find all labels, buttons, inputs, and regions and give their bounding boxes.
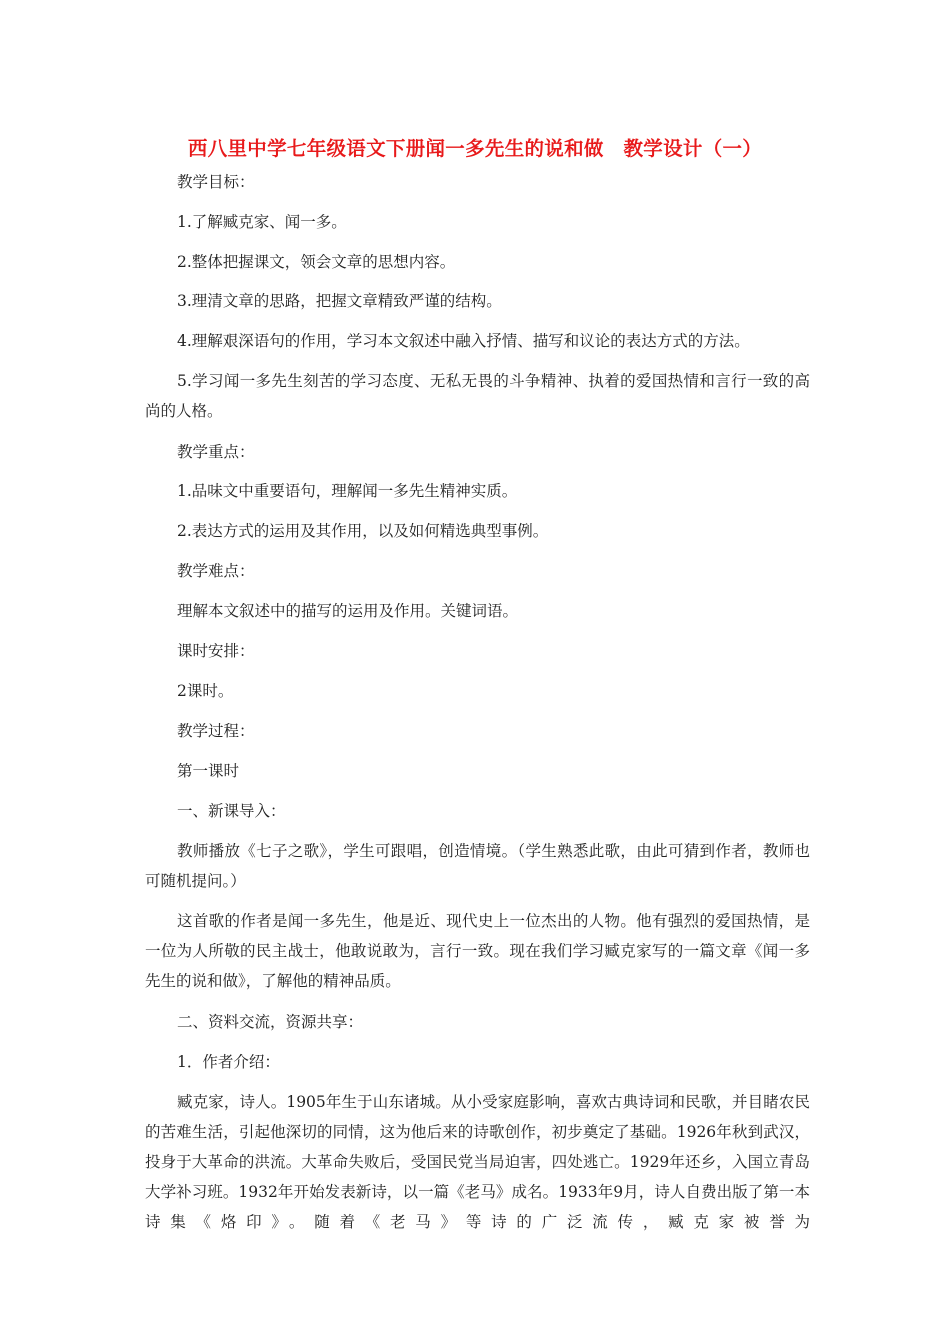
paragraph-difficulties: 理解本文叙述中的描写的运用及作用。关键词语。 [177, 602, 519, 620]
paragraph-process-heading: 教学过程： [177, 722, 255, 740]
paragraph-keypoints-heading: 教学重点： [177, 443, 255, 461]
paragraph-intro-author: 这首歌的作者是闻一多先生，他是近、现代史上一位杰出的人物。他有强烈的爱国热情，是一位为人所敬的民主战士，他敢说敢为，言行一致。现在我们学习臧克家写的一篇文章《闻一多先生的说和做》，了解他的精神品质。 [145, 912, 810, 990]
paragraph-difficulties-heading: 教学难点： [177, 562, 255, 580]
paragraph-intro-activity: 教师播放《七子之歌》，学生可跟唱，创造情境。（学生熟悉此歌，由此可猜到作者，教师也可随机提问。） [145, 842, 810, 890]
paragraph-schedule-heading: 课时安排： [177, 642, 255, 660]
paragraph-schedule: 2课时。 [177, 682, 234, 700]
paragraph-objective-1: 1.了解臧克家、闻一多。 [177, 213, 347, 231]
paragraph-keypoint-1: 1.品味文中重要语句，理解闻一多先生精神实质。 [177, 482, 518, 500]
paragraph-objective-3: 3.理清文章的思路，把握文章精致严谨的结构。 [177, 292, 502, 310]
paragraph-lesson-one: 第一课时 [177, 762, 240, 780]
paragraph-author-bio: 臧克家，诗人。1905年生于山东诸城。从小受家庭影响，喜欢古典诗词和民歌，并目睹农民的苦难生活，引起他深切的同情，这为他后来的诗歌创作，初步奠定了基础。1926年秋到武汉，投身于大革命的洪流。大革命失败后，受国民党当局迫害，四处逃亡。1929年还乡，入国立青岛大学补习班。1932年开始发表新诗，以一篇《老马》成名。1933年9月，诗人自费出版了第一本诗集《烙印》。随着《老马》等诗的广泛流传，臧克家被誉为 [145, 1093, 810, 1231]
document-title: 西八里中学七年级语文下册闻一多先生的说和做 教学设计（一） [187, 137, 763, 160]
paragraph-section-intro: 一、新课导入： [177, 802, 286, 820]
paragraph-objective-5: 5.学习闻一多先生刻苦的学习态度、无私无畏的斗争精神、执着的爱国热情和言行一致的高尚的人格。 [145, 372, 810, 420]
paragraph-author-heading: 1．作者介绍： [177, 1053, 280, 1071]
paragraph-objective-2: 2.整体把握课文，领会文章的思想内容。 [177, 253, 456, 271]
paragraph-objective-4: 4.理解艰深语句的作用，学习本文叙述中融入抒情、描写和议论的表达方式的方法。 [177, 332, 750, 350]
paragraph-keypoint-2: 2.表达方式的运用及其作用，以及如何精选典型事例。 [177, 522, 549, 540]
paragraph-section-resources: 二、资料交流，资源共享： [177, 1013, 364, 1031]
paragraph-objectives-heading: 教学目标： [177, 173, 255, 191]
